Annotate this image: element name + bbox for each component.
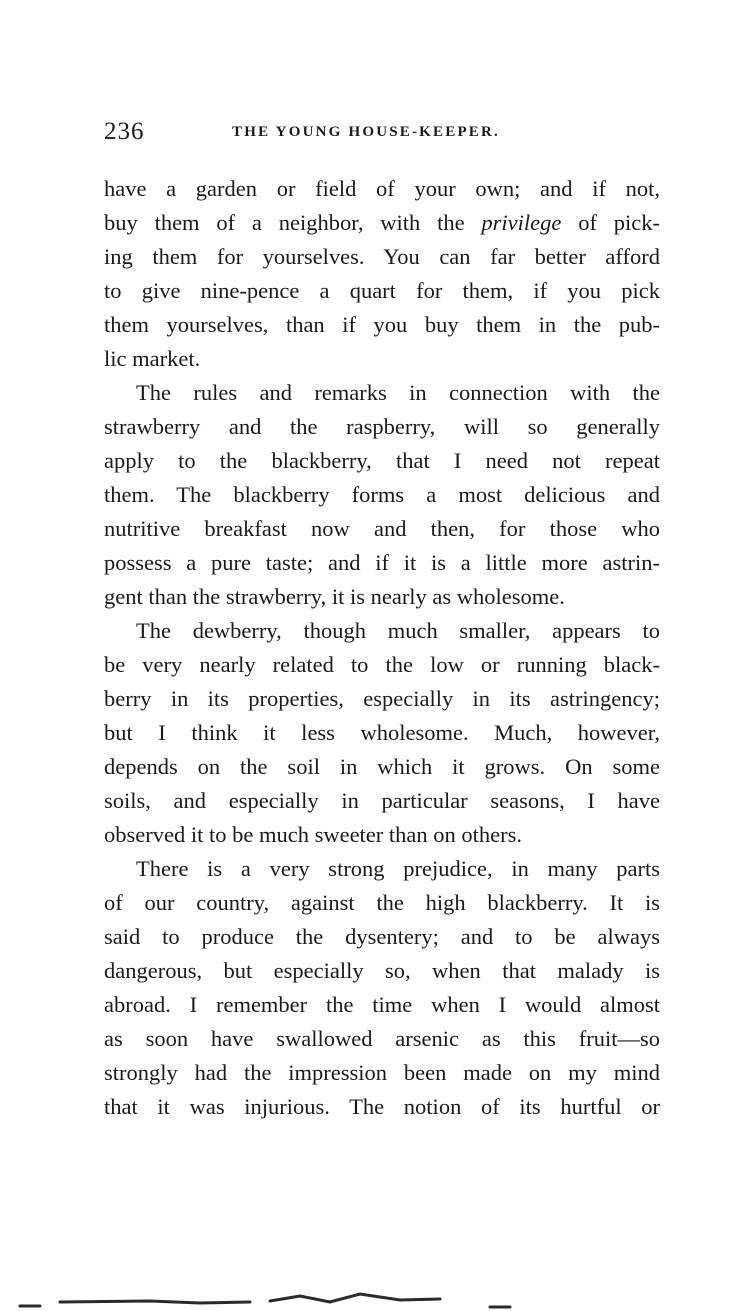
text-line: ing them for yourselves. You can far better afford xyxy=(104,244,660,269)
text-line: but I think it less wholesome. Much, however, xyxy=(104,720,660,745)
text-line xyxy=(104,206,660,240)
text-line: them yourselves, than if you buy them in the pub- xyxy=(104,312,660,337)
scan-edge-artifact xyxy=(0,1284,750,1311)
text-line: have a garden or field of your own; and if not, xyxy=(104,176,660,201)
text-line: gent than the strawberry, it is nearly as wholesome. xyxy=(104,584,565,609)
text-line: as soon have swallowed arsenic as this fruit—so xyxy=(104,1026,660,1051)
running-title: THE YOUNG HOUSE-KEEPER. xyxy=(232,124,500,140)
text-line: apply to the blackberry, that I need not repeat xyxy=(104,448,660,473)
italic-word: privilege xyxy=(481,210,562,235)
text-line: lic market. xyxy=(104,346,201,371)
text-line: dangerous, but especially so, when that malady is xyxy=(104,958,660,983)
text-line: berry in its properties, especially in its astringency; xyxy=(104,686,660,711)
text-line: There is a very strong prejudice, in many parts xyxy=(136,856,660,881)
text-line: strawberry and the raspberry, will so generally xyxy=(104,414,660,439)
text-line: be very nearly related to the low or running black- xyxy=(104,652,660,677)
text-line: to give nine-pence a quart for them, if you pick xyxy=(104,278,660,303)
text-line: abroad. I remember the time when I would almost xyxy=(104,992,660,1017)
page-body xyxy=(104,172,660,1124)
text-line: strongly had the impression been made on my mind xyxy=(104,1060,660,1085)
text-line: nutritive breakfast now and then, for those who xyxy=(104,516,660,541)
text-line: depends on the soil in which it grows. On some xyxy=(104,754,660,779)
page-header xyxy=(104,118,664,148)
text-run: of pick- xyxy=(561,210,660,235)
text-line: said to produce the dysentery; and to be always xyxy=(104,924,660,949)
text-line: soils, and especially in particular seasons, I have xyxy=(104,788,660,813)
text-line: of our country, against the high blackberry. It is xyxy=(104,890,660,915)
text-line: The dewberry, though much smaller, appears to xyxy=(136,618,660,643)
text-line: The rules and remarks in connection with the xyxy=(136,380,660,405)
text-line: that it was injurious. The notion of its hurtful or xyxy=(104,1094,660,1119)
page-number: 236 xyxy=(104,118,145,145)
text-line: observed it to be much sweeter than on others. xyxy=(104,822,523,847)
text-run: buy them of a neighbor, with the xyxy=(104,210,482,235)
text-line: possess a pure taste; and if it is a little more astrin- xyxy=(104,550,660,575)
text-line: them. The blackberry forms a most delicious and xyxy=(104,482,660,507)
